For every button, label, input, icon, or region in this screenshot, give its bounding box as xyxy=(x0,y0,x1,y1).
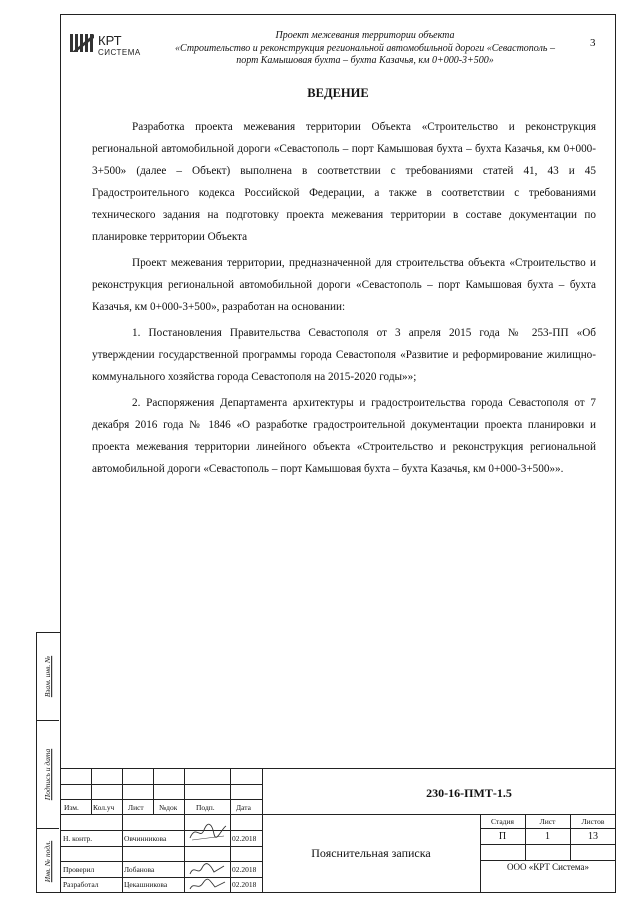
paragraph: 1. Постановления Правительства Севастополя от 3 апреля 2015 года № 253-ПП «Об утверждении государственной программы города Севастополя «Развитие и реформирование жилищно-коммунального хозяйства города Севастополя на 2015-2020 годы»»; xyxy=(92,327,596,383)
col-header: №док xyxy=(159,803,178,812)
sheets-header: Листов xyxy=(581,817,605,826)
sign-date: 02.2018 xyxy=(232,880,257,889)
project-header-line: «Строительство и реконструкция региональной автомобильной дороги «Севастополь – xyxy=(175,42,555,54)
col-header: Лист xyxy=(128,803,144,812)
col-header: Изм. xyxy=(64,803,79,812)
side-cell-signature-date xyxy=(37,721,59,829)
side-cell-original-inv xyxy=(37,829,59,893)
paragraph: Проект межевания территории, предназначенной для строительства объекта «Строительство и реконструкция региональной автомобильной дороги «Севастополь – порт Камышовая бухта – бухта Казачья, км 0+000-3+500», разработан на основании: xyxy=(92,257,596,313)
sheets-value: 13 xyxy=(588,831,598,842)
stage-value: П xyxy=(498,831,507,842)
sign-date: 02.2018 xyxy=(232,834,257,843)
project-header-line: Проект межевания территории объекта xyxy=(275,30,455,41)
side-stamp xyxy=(36,632,60,893)
title-block xyxy=(60,768,616,893)
side-label-replace-inv: Взам. инв. № xyxy=(43,655,53,698)
paragraph: 2. Распоряжения Департамента архитектуры и градостроительства города Севастополя от 7 декабря 2016 года № 1846 «О разработке градостроительной документации проекта планировки и проекта межевания территории линейного объекта «Строительство и реконструкция региональной автомобильной дороги «Севастополь – порт Камышовая бухта – бухта Казачья, км 0+000-3+500»». xyxy=(92,397,596,475)
col-header: Подп. xyxy=(196,803,215,812)
sheet-header: Лист xyxy=(539,817,556,826)
project-header-line: порт Камышовая бухта – бухта Казачья, км 0+000-3+500» xyxy=(236,55,494,66)
signature-image xyxy=(188,862,228,878)
sheet-value: 1 xyxy=(545,831,550,842)
side-label-signature-date: Подпись и дата xyxy=(43,748,53,801)
signer-name: Лобанова xyxy=(124,865,155,874)
col-header: Дата xyxy=(236,803,251,812)
signer-name: Цекашникова xyxy=(124,880,168,889)
company-logo xyxy=(70,30,148,58)
document-code: 230-16-ПМТ-1.5 xyxy=(426,786,512,800)
stage-header: Стадия xyxy=(491,817,514,826)
paragraph: Разработка проекта межевания территории Объекта «Строительство и реконструкция региональной автомобильной дороги «Севастополь – порт Камышовая бухта – бухта Казачья, км 0+000-3+500» (далее – Объект) выполнена в соответствии с требованиями статей 41, 43 и 45 Градостроительного кодекса Российской Федерации, а также в соответствии с требованиями технического задания на подготовку проекта межевания территории в составе документации по планировке территории Объекта xyxy=(92,121,596,243)
document-name: Пояснительная записка xyxy=(311,846,431,860)
section-title: ВЕДЕНИЕ xyxy=(307,86,369,100)
page-number: 3 xyxy=(590,37,596,49)
signer-role: Проверил xyxy=(63,865,95,874)
col-header: Кол.уч xyxy=(93,803,115,812)
signature-image xyxy=(188,878,228,893)
side-cell-replace-inv xyxy=(37,633,59,721)
signer-role: Разработал xyxy=(63,880,99,889)
document-body xyxy=(92,116,596,484)
organization-name: ООО «КРТ Система» xyxy=(507,862,589,872)
logo-text-top: КРТ xyxy=(98,33,122,48)
signer-name: Овчинникова xyxy=(124,834,167,843)
signature-image xyxy=(188,820,228,844)
logo-text-bottom: СИСТЕМА xyxy=(98,48,141,57)
sign-date: 02.2018 xyxy=(232,865,257,874)
signer-role: Н. контр. xyxy=(63,834,93,843)
project-header xyxy=(150,30,580,68)
side-label-original-inv: Инв. № подл. xyxy=(43,840,53,882)
